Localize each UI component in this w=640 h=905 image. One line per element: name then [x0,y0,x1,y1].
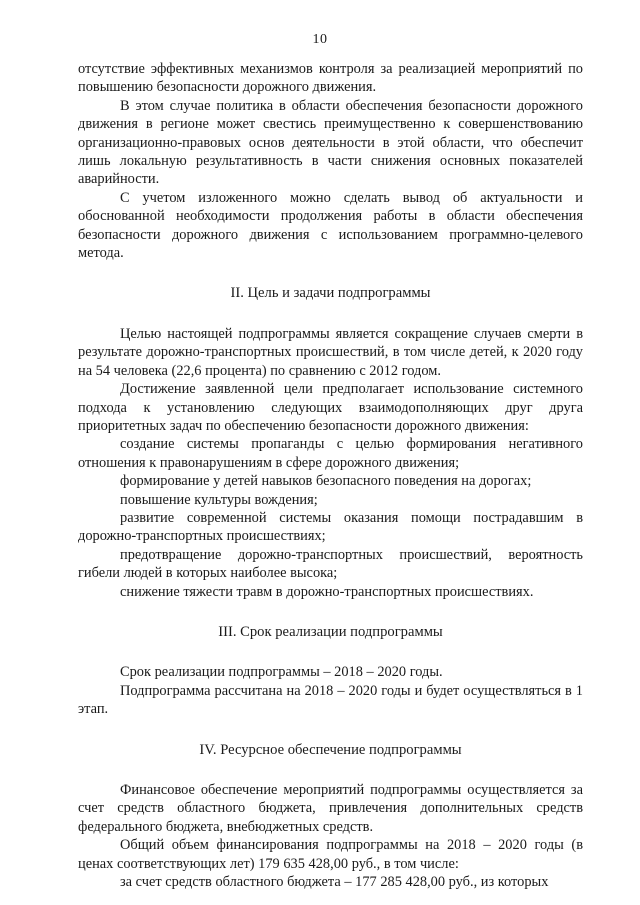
paragraph: Целью настоящей подпрограммы является сокращение случаев смерти в результате дорожно-транспортных происшествий, в том числе детей, к 2020 году на 54 человека (22,6 процента) по сравнению с 2012 годом. [78,325,583,379]
list-item: формирование у детей навыков безопасного поведения на дорогах; [120,473,532,490]
section-heading: III. Срок реализации подпрограммы [218,623,443,640]
page-number: 10 [312,32,328,47]
paragraph: Достижение заявленной цели предполагает использование системного подхода к установлению следующих взаимодополняющих друг друга приоритетных задач по обеспечению безопасности дорожного движения: [78,381,583,434]
section-heading: IV. Ресурсное обеспечение подпрограммы [199,741,462,758]
document-body [78,60,583,891]
paragraph: С учетом изложенного можно сделать вывод об актуальности и обоснованной необходимости продолжения работы в области обеспечения безопасности дорожного движения с использованием программно-целевого метода. [78,189,583,262]
paragraph: за счет средств областного бюджета – 177 285 428,00 руб., из которых [120,874,549,891]
list-item: создание системы пропаганды с целью формирования негативного отношения к правонарушениям в сфере дорожного движения; [78,436,583,471]
list-item: снижение тяжести травм в дорожно-транспортных происшествиях. [120,583,534,600]
paragraph: Финансовое обеспечение мероприятий подпрограммы осуществляется за счет средств областного бюджета, привлечения дополнительных средств федерального бюджета, внебюджетных средств. [78,782,583,835]
list-item: развитие современной системы оказания помощи пострадавшим в дорожно-транспортных происшествиях; [78,509,583,545]
list-item: повышение культуры вождения; [120,491,318,508]
paragraph: Срок реализации подпрограммы – 2018 – 2020 годы. [120,664,443,681]
list-item: предотвращение дорожно-транспортных происшествий, вероятность гибели людей в которых наиболее высока; [78,546,583,582]
paragraph: В этом случае политика в области обеспечения безопасности дорожного движения в регионе может свестись преимущественно к совершенствованию организационно-правовых основ деятельности в этой области, что обеспечит лишь локальную результативность в части снижения основных показателей аварийности. [78,97,583,188]
paragraph: Подпрограмма рассчитана на 2018 – 2020 годы и будет осуществляться в 1 этап. [78,682,583,718]
paragraph: Общий объем финансирования подпрограммы на 2018 – 2020 годы (в ценах соответствующих лет) 179 635 428,00 руб., в том числе: [78,837,583,872]
section-heading: II. Цель и задачи подпрограммы [230,285,431,302]
paragraph: отсутствие эффективных механизмов контроля за реализацией мероприятий по повышению безопасности дорожного движения. [78,61,583,96]
